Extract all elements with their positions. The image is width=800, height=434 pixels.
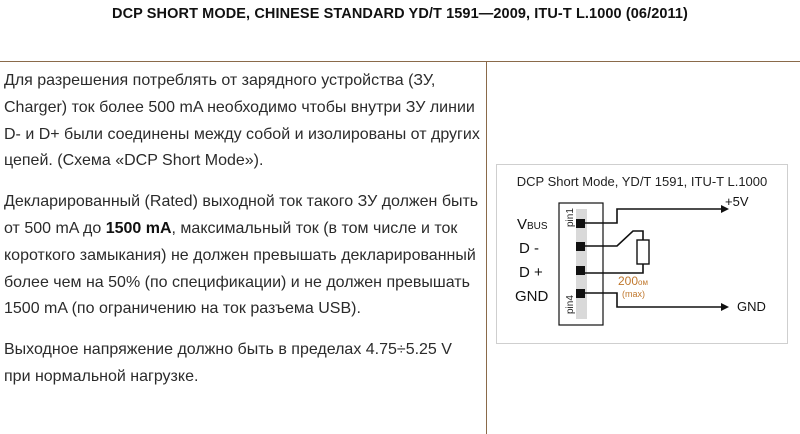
gnd-arrow xyxy=(721,303,729,311)
plus5v-label: +5V xyxy=(725,194,749,209)
vbus-wire xyxy=(585,209,721,223)
resistor-value-label: 200ом xyxy=(618,274,648,288)
short-resistor xyxy=(637,240,649,264)
dcp-short-mode-diagram xyxy=(496,164,788,344)
rated-current-text-end: , максимальный ток (в том числе и ток короткого замыкания) не должен превышать декларированный более чем на 50% (по спецификации) и не должен превышать 1500 mA (по ограничению на ток разъема USB). xyxy=(4,219,476,318)
pin1-label: pin1 xyxy=(565,208,576,227)
rated-current-text-start: Декларированный (Rated) выходной ток такого ЗУ должен быть от 500 mA до xyxy=(4,193,479,237)
page-title: DCP SHORT MODE, CHINESE STANDARD YD/T 1591—2009, ITU-T L.1000 (06/2011) xyxy=(112,6,688,22)
gnd-wire xyxy=(585,293,721,307)
paragraph-dcp-requirement: Для разрешения потреблять от зарядного устройства (ЗУ, Charger) ток более 500 mA необходимо чтобы внутри ЗУ линии D- и D+ были соединены между собой и изолированы от других цепей. (Схема «DCP Short Mode»). xyxy=(4,72,480,170)
vbus-label: VBUS xyxy=(517,216,548,233)
gnd-pin-label: GND xyxy=(515,288,549,305)
pin-dminus-contact xyxy=(576,242,585,251)
rated-current-max-value: 1500 mA xyxy=(105,219,172,237)
paragraph-output-voltage: Выходное напряжение должно быть в пределах 4.75÷5.25 V при нормальной нагрузке. xyxy=(4,341,452,385)
description-text xyxy=(4,68,480,405)
table-top-divider xyxy=(0,61,800,62)
diagram-title: DCP Short Mode, YD/T 1591, ITU-T L.1000 xyxy=(516,174,768,189)
dplus-label: D + xyxy=(519,264,543,281)
pin4-label: pin4 xyxy=(565,295,576,314)
pin-gnd-contact xyxy=(576,289,585,298)
pin-dplus-contact xyxy=(576,266,585,275)
circuit-schematic xyxy=(497,165,787,343)
resistor-max-note: (max) xyxy=(622,289,645,299)
paragraph-rated-current xyxy=(4,189,480,323)
dminus-label: D - xyxy=(519,240,539,257)
table-column-divider xyxy=(486,61,487,434)
pin-vbus-contact xyxy=(576,219,585,228)
gnd-output-label: GND xyxy=(737,299,766,314)
